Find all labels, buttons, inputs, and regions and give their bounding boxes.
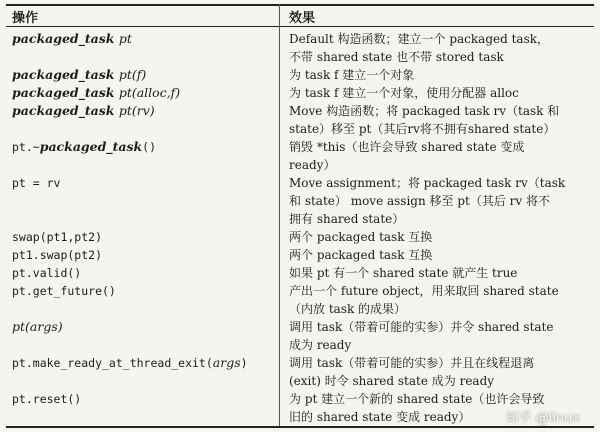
effect-cell — [289, 66, 589, 84]
effect-line: 为 pt 建立一个新的 shared state（也许会导致 — [289, 392, 545, 406]
effect-line: Move 构造函数；将 packaged task rv（task 和 — [289, 104, 560, 118]
effect-cell — [289, 264, 589, 282]
operation-fragment: packaged_task — [12, 67, 119, 82]
effect-cell — [289, 84, 589, 102]
operation-fragment: packaged_task — [12, 31, 119, 46]
operation-cell — [12, 354, 274, 372]
effect-line: ready） — [289, 158, 336, 172]
operation-fragment: pt(rv) — [118, 103, 155, 118]
table-bottom-rule — [6, 426, 594, 428]
operation-fragment: pt.~ — [12, 140, 40, 154]
operation-fragment: pt(alloc,f) — [118, 85, 181, 100]
operation-fragment: pt = rv — [12, 176, 61, 190]
effect-cell — [289, 282, 589, 318]
operation-cell — [12, 390, 274, 408]
operation-cell — [12, 30, 274, 48]
effect-cell — [289, 228, 589, 246]
operation-fragment: pt — [118, 31, 132, 46]
effect-line: 不带 shared state 也不带 stored task — [289, 50, 504, 64]
effect-line: state）移至 pt（其后rv将不拥有shared state） — [289, 122, 556, 136]
operation-cell — [12, 282, 274, 300]
effect-line: (exit) 时令 shared state 成为 ready — [289, 374, 495, 388]
operation-fragment: pt.make_ready_at_thread_exit( — [12, 356, 213, 370]
operation-cell — [12, 84, 274, 102]
operation-fragment: pt(f) — [118, 67, 147, 82]
operation-fragment: ) — [240, 356, 248, 370]
effect-cell — [289, 138, 589, 174]
effect-line: （内放 task 的成果） — [289, 302, 407, 316]
effect-line: 调用 task（带着可能的实参）并令 shared state — [289, 320, 554, 334]
effect-line: 产出一个 future object，用来取回 shared state — [289, 284, 559, 298]
operation-fragment: pt.get_future() — [12, 284, 116, 298]
operation-fragment: pt(args) — [12, 319, 63, 334]
effect-line: Move assignment；将 packaged task rv（task — [289, 176, 566, 190]
effect-cell — [289, 354, 589, 390]
operation-fragment: packaged_task — [12, 85, 119, 100]
effect-cell — [289, 318, 589, 354]
effect-line: 两个 packaged task 互换 — [289, 230, 433, 244]
watermark: 知乎 @linux — [505, 411, 580, 426]
effect-line: 和 state） move assign 移至 pt（其后 rv 将不 — [289, 194, 550, 208]
operation-fragment: () — [142, 140, 157, 154]
effect-cell — [289, 30, 589, 66]
operation-fragment: args — [212, 355, 241, 370]
effect-line: 为 task f 建立一个对象 — [289, 68, 415, 82]
header-effect: 效果 — [289, 11, 316, 26]
operation-fragment: packaged_task — [12, 103, 119, 118]
operation-cell — [12, 264, 274, 282]
effect-cell — [289, 102, 589, 138]
operation-cell — [12, 318, 274, 336]
operation-fragment: swap(pt1,pt2) — [12, 230, 103, 244]
effect-line: 两个 packaged task 互换 — [289, 248, 433, 262]
operation-cell — [12, 138, 274, 156]
effect-line: Default 构造函数；建立一个 packaged task， — [289, 32, 550, 46]
effect-cell — [289, 246, 589, 264]
effect-line: 成为 ready — [289, 338, 352, 352]
operation-cell — [12, 246, 274, 264]
effect-cell — [289, 174, 589, 228]
effect-line: 为 task f 建立一个对象，使用分配器 alloc — [289, 86, 519, 100]
operation-cell — [12, 66, 274, 84]
operation-cell — [12, 102, 274, 120]
table-header-rule — [6, 26, 594, 27]
operation-fragment: pt1.swap(pt2) — [12, 248, 103, 262]
operation-fragment: pt.reset() — [12, 392, 82, 406]
effect-line: 销毁 *this（也许会导致 shared state 变成 — [289, 140, 525, 154]
table-top-rule — [6, 4, 594, 6]
packaged-task-table — [6, 4, 594, 428]
column-divider — [279, 4, 280, 428]
operation-cell — [12, 228, 274, 246]
effect-line: 如果 pt 有一个 shared state 就产生 true — [289, 266, 518, 280]
header-operation: 操作 — [12, 11, 39, 26]
operation-cell — [12, 174, 274, 192]
effect-line: 拥有 shared state） — [289, 212, 405, 226]
operation-fragment: packaged_task — [39, 139, 143, 154]
effect-line: 调用 task（带着可能的实参）并且在线程退离 — [289, 356, 535, 370]
effect-line: 旧的 shared state 变成 ready） — [289, 410, 471, 424]
operation-fragment: pt.valid() — [12, 266, 82, 280]
